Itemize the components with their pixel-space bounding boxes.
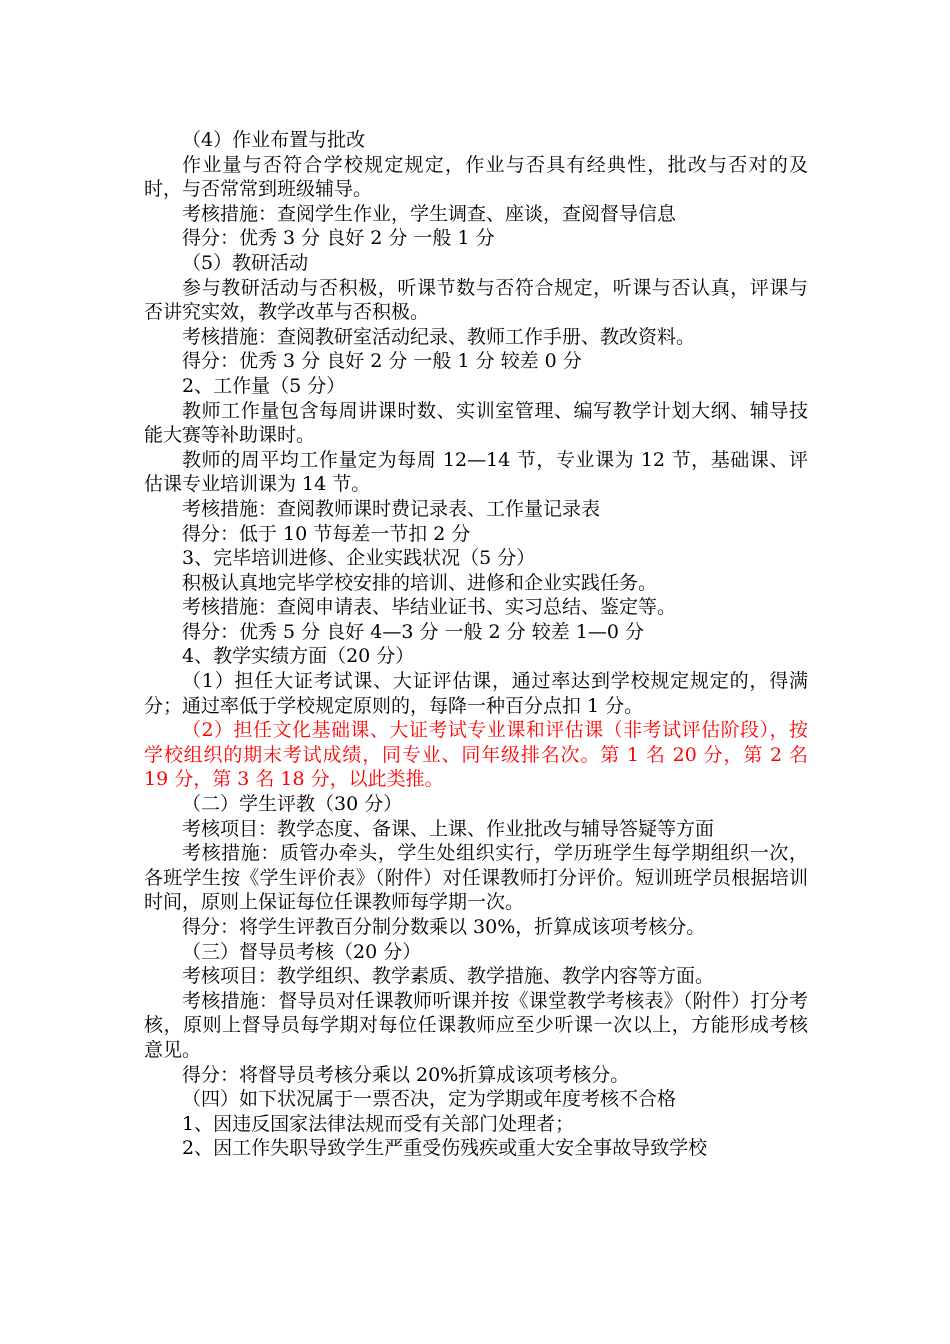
paragraph: 1、因违反国家法律法规而受有关部门处理者； xyxy=(182,1112,575,1135)
document-body xyxy=(144,128,808,1161)
paragraph: 得分：优秀 5 分 良好 4—3 分 一般 2 分 较差 1—0 分 xyxy=(182,620,644,643)
paragraph: 得分：优秀 3 分 良好 2 分 一般 1 分 较差 0 分 xyxy=(182,350,582,373)
paragraph: 教师的周平均工作量定为每周 12—14 节，专业课为 12 节，基础课、评估课专业培训课为 14 节。 xyxy=(144,448,808,496)
paragraph: 考核措施：质管办牵头，学生处组织实行，学历班学生每学期组织一次，各班学生按《学生评价表》（附件）对任课教师打分评价。短训班学员根据培训时间，原则上保证每位任课教师每学期一次。 xyxy=(144,842,808,914)
paragraph: 考核措施：查阅申请表、毕结业证书、实习总结、鉴定等。 xyxy=(182,596,677,619)
paragraph: 4、教学实绩方面（20 分） xyxy=(182,645,415,668)
paragraph: 考核措施：督导员对任课教师听课并按《课堂教学考核表》（附件）打分考核，原则上督导员每学期对每位任课教师应至少听课一次以上，方能形成考核意见。 xyxy=(144,989,808,1061)
paragraph: （二）学生评教（30 分） xyxy=(182,793,403,816)
paragraph: 2、因工作失职导致学生严重受伤残疾或重大安全事故导致学校 xyxy=(182,1137,708,1160)
paragraph: 考核项目：教学态度、备课、上课、作业批改与辅导答疑等方面 xyxy=(182,817,715,840)
paragraph: 得分：低于 10 节每差一节扣 2 分 xyxy=(182,522,471,545)
paragraph: 得分：优秀 3 分 良好 2 分 一般 1 分 xyxy=(182,227,495,250)
paragraph: （四）如下状况属于一票否决，定为学期或年度考核不合格 xyxy=(182,1088,677,1111)
paragraph: （1）担任大证考试课、大证评估课，通过率达到学校规定规定的，得满分；通过率低于学校规定原则的，每降一种百分点扣 1 分。 xyxy=(144,670,808,717)
paragraph: （2）担任文化基础课、大证考试专业课和评估课（非考试评估阶段），按学校组织的期末考试成绩，同专业、同年级排名次。第 1 名 20 分，第 2 名 19 分，第 3 名 18 分，以此类推。 xyxy=(144,719,808,791)
paragraph: 考核措施：查阅教师课时费记录表、工作量记录表 xyxy=(182,497,601,520)
paragraph: （4）作业布置与批改 xyxy=(182,129,366,151)
paragraph: 参与教研活动与否积极，听课节数与否符合规定，听课与否认真，评课与否讲究实效，教学改革与否积极。 xyxy=(144,276,808,324)
paragraph: 得分：将督导员考核分乘以 20%折算成该项考核分。 xyxy=(182,1063,630,1086)
paragraph: 考核项目：教学组织、教学素质、教学措施、教学内容等方面。 xyxy=(182,965,715,988)
paragraph: 积极认真地完毕学校安排的培训、进修和企业实践任务。 xyxy=(182,571,658,594)
paragraph: （5）教研活动 xyxy=(182,251,309,274)
paragraph: 2、工作量（5 分） xyxy=(182,374,346,397)
paragraph: 教师工作量包含每周讲课时数、实训室管理、编写教学计划大纲、辅导技能大赛等补助课时。 xyxy=(144,399,808,447)
paragraph: 3、完毕培训进修、企业实践状况（5 分） xyxy=(182,547,536,570)
paragraph: 考核措施：查阅教研室活动纪录、教师工作手册、教改资料。 xyxy=(182,325,696,348)
paragraph: 考核措施：查阅学生作业，学生调查、座谈，查阅督导信息 xyxy=(182,202,677,225)
paragraph: 作业量与否符合学校规定规定，作业与否具有经典性，批改与否对的及时，与否常常到班级辅导。 xyxy=(144,153,808,201)
paragraph: （三）督导员考核（20 分） xyxy=(182,940,422,963)
paragraph: 得分：将学生评教百分制分数乘以 30%，折算成该项考核分。 xyxy=(182,916,706,938)
